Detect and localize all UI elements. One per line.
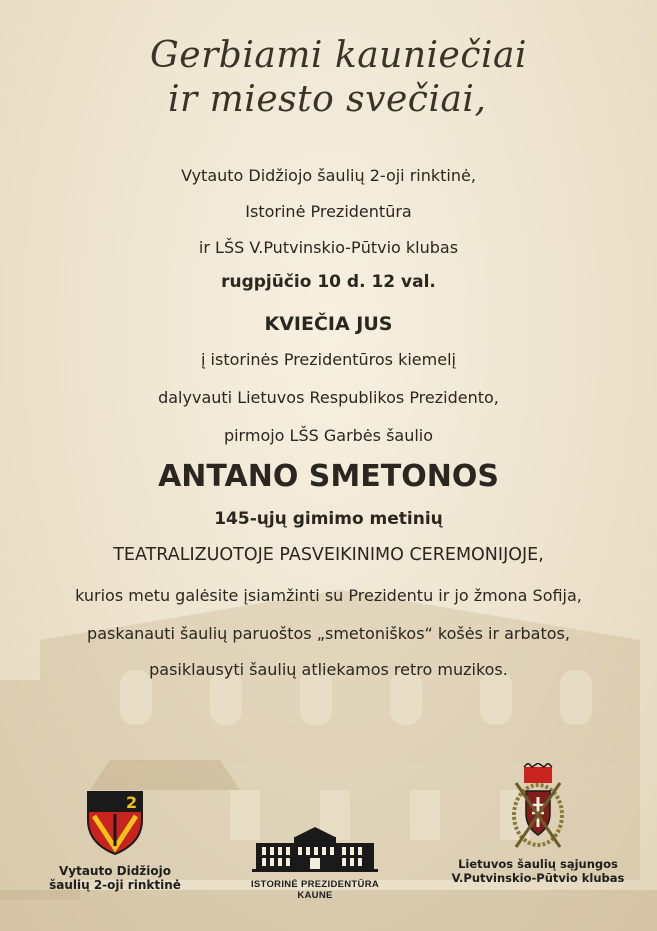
- prezidentura-logo: [240, 825, 390, 901]
- rinktine-caption-line-2: šaulių 2-oji rinktinė: [49, 878, 181, 892]
- shield-emblem-icon: [86, 790, 144, 856]
- detail-line-2: paskanauti šaulių paruoštos „smetoniškos“ košės ir arbatos,: [87, 624, 570, 643]
- organizer-line-3: ir LŠS V.Putvinskio-Pūtvio klubas: [198, 238, 459, 257]
- rinktine-caption-line-1: Vytauto Didžiojo: [58, 864, 171, 878]
- honoree-name: ANTANO SMETONOS: [158, 459, 499, 494]
- lss-club-logo: [438, 763, 638, 885]
- detail-line-3: pasiklausyti šaulių atliekamos retro muzikos.: [149, 660, 508, 679]
- invite-title: KVIEČIA JUS: [264, 313, 393, 335]
- coat-of-arms-icon: [510, 763, 566, 851]
- text-line-3: pirmojo LŠS Garbės šaulio: [223, 426, 434, 445]
- greeting-line-1: Gerbiami kauniečiai: [150, 35, 528, 76]
- rinktine-logo: [30, 790, 200, 892]
- lss-club-caption: [438, 857, 638, 885]
- ceremony-line: TEATRALIZUOTOJE PASVEIKINIMO CEREMONIJOJE,: [113, 545, 544, 565]
- organizer-line-1: Vytauto Didžiojo šaulių 2-oji rinktinė,: [181, 166, 476, 185]
- shield-number: 2: [126, 793, 138, 812]
- greeting-line-2: ir miesto svečiai,: [168, 79, 487, 120]
- anniversary-line: 145-ųjų gimimo metinių: [214, 509, 443, 529]
- lss-club-caption-line-1: Lietuvos šaulių sąjungos: [458, 857, 618, 871]
- greeting-heading: [150, 34, 570, 122]
- text-line-1: į istorinės Prezidentūros kiemelį: [201, 350, 456, 369]
- presidential-palace-icon: [250, 825, 380, 873]
- prezidentura-caption: ISTORINĖ PREZIDENTŪRA KAUNE: [250, 879, 380, 901]
- organizer-line-2: Istorinė Prezidentūra: [245, 202, 412, 221]
- detail-line-1: kurios metu galėsite įsiamžinti su Prezidentu ir jo žmona Sofija,: [75, 586, 582, 605]
- lss-club-caption-line-2: V.Putvinskio-Pūtvio klubas: [451, 871, 625, 885]
- rinktine-caption: [30, 864, 200, 892]
- event-date: rugpjūčio 10 d. 12 val.: [221, 272, 436, 292]
- text-line-2: dalyvauti Lietuvos Respublikos Prezidento,: [158, 388, 499, 407]
